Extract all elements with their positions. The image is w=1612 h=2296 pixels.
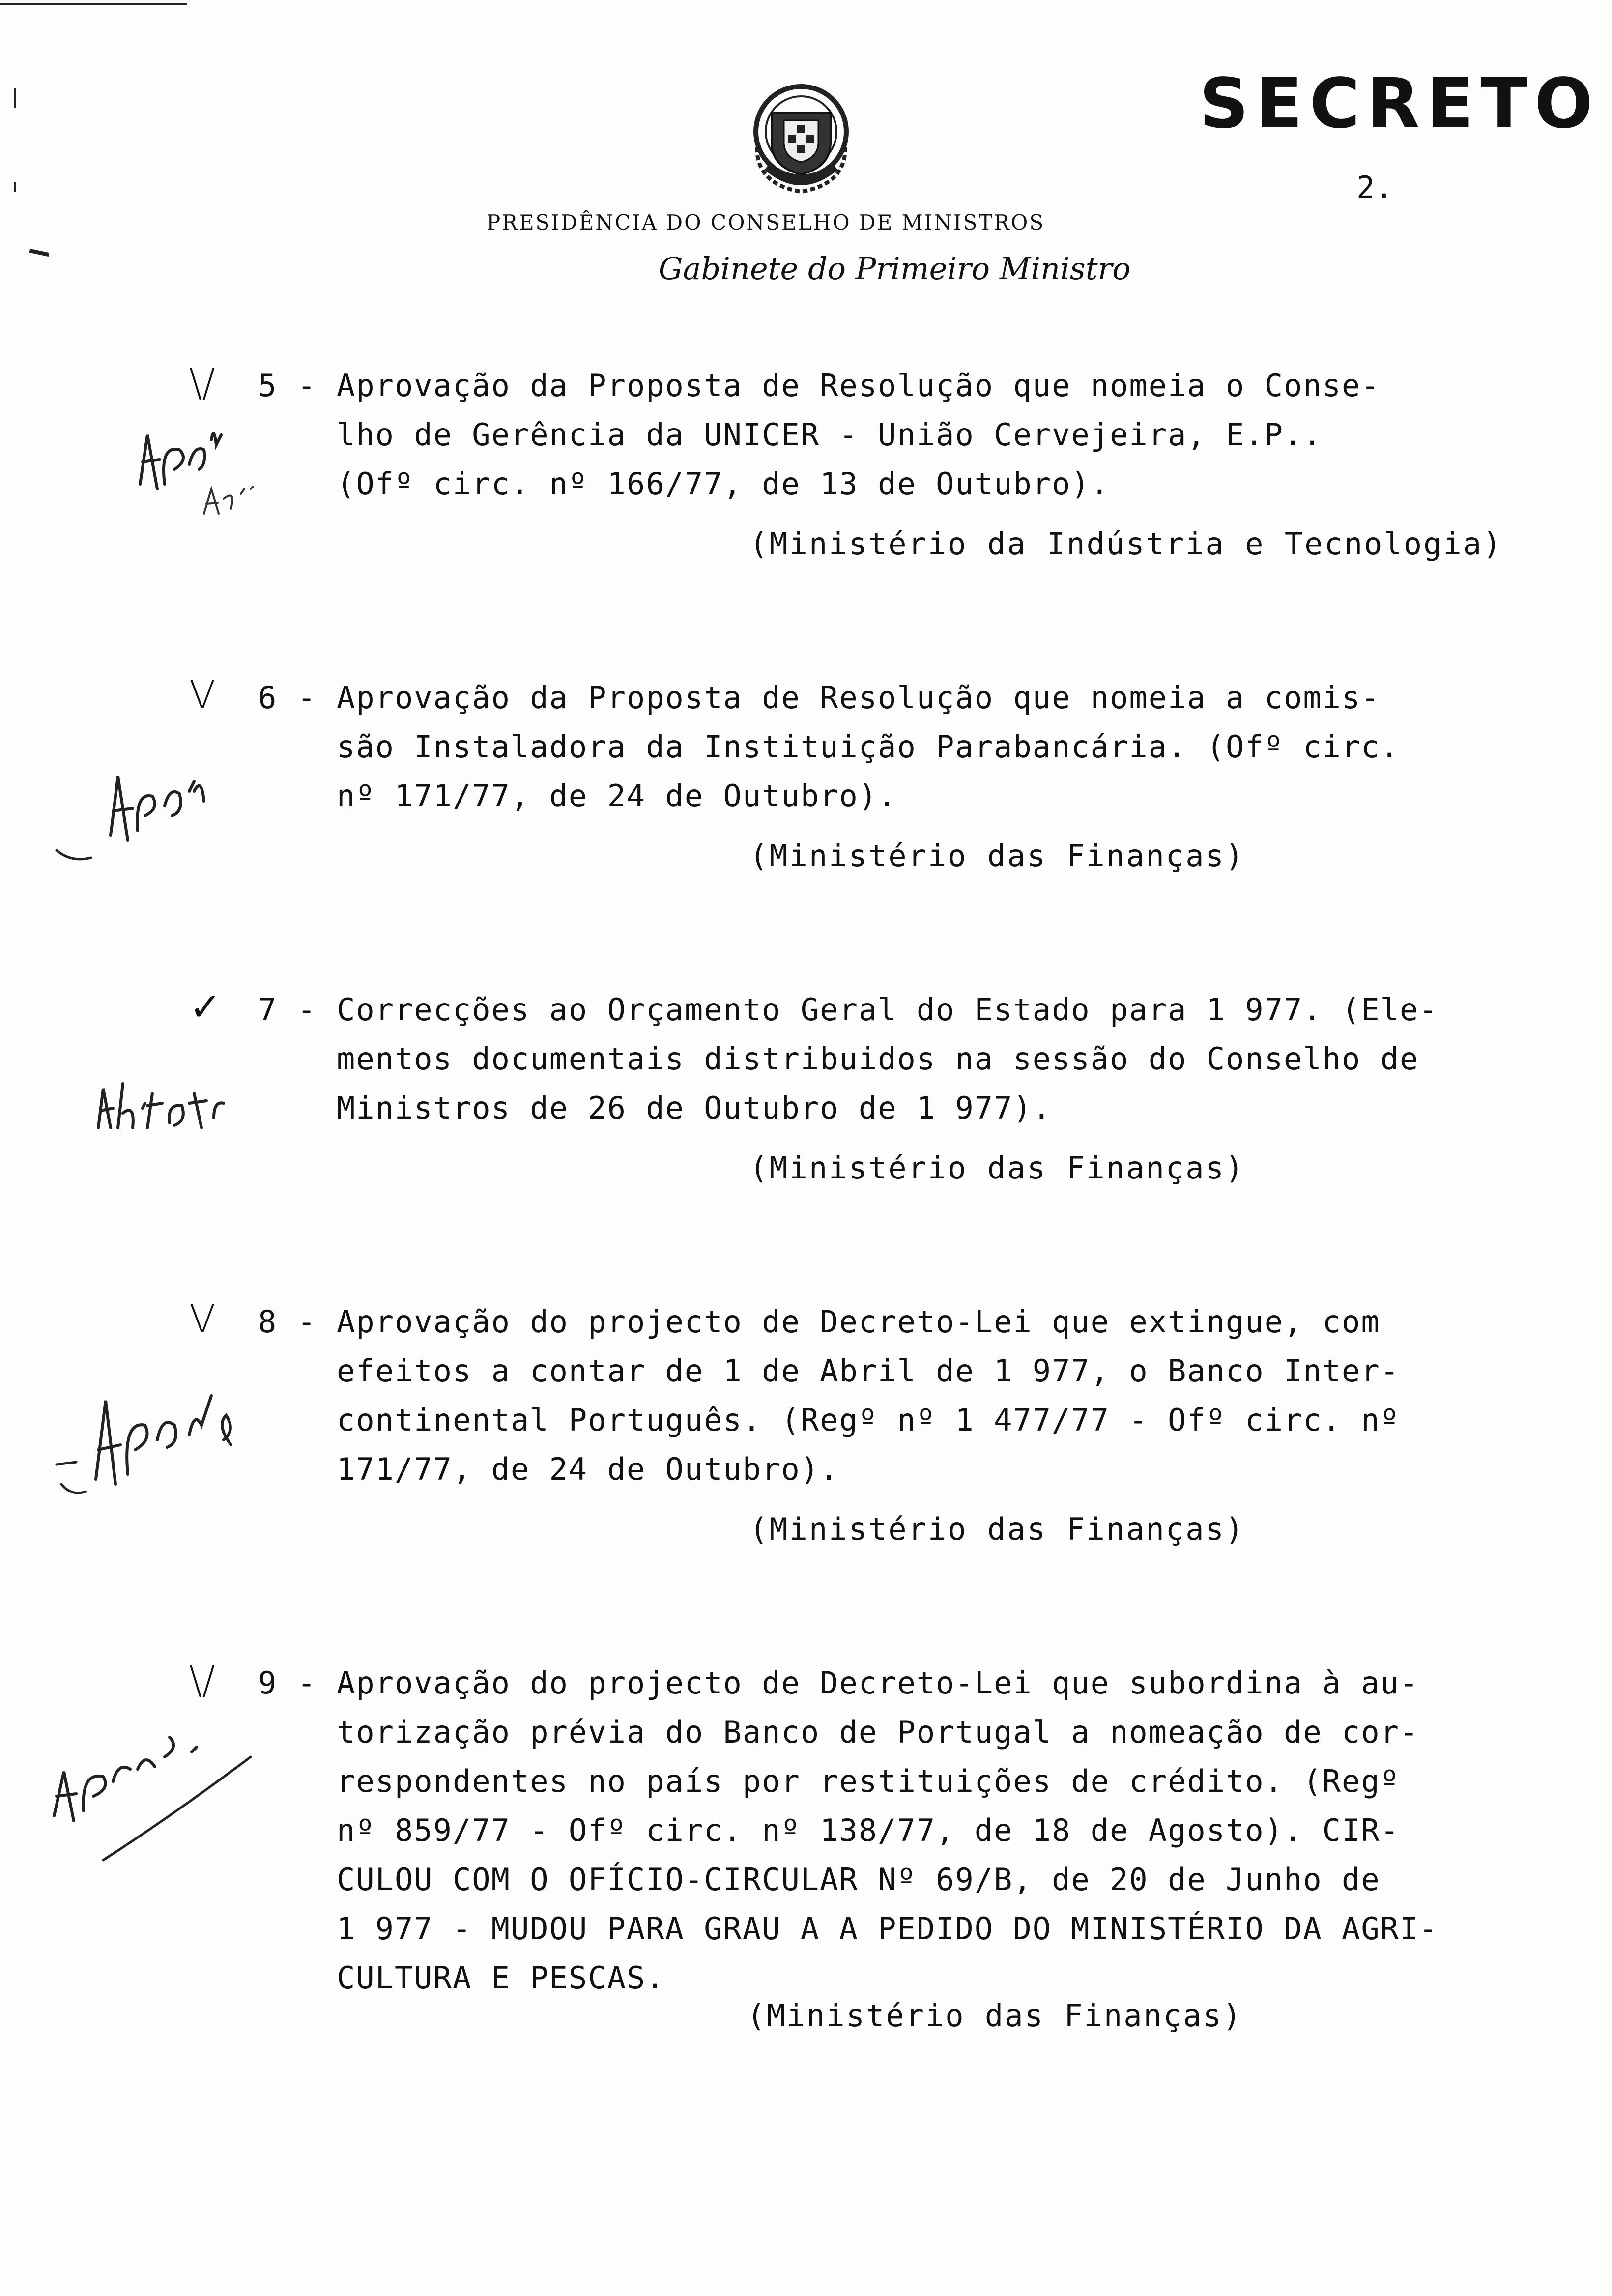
item-dash: -	[297, 680, 316, 716]
item-line: CULTURA E PESCAS.	[337, 1960, 665, 1996]
item-number: 6	[258, 680, 277, 716]
item-number: 8	[258, 1304, 277, 1340]
institution-heading: PRESIDÊNCIA DO CONSELHO DE MINISTROS	[487, 210, 1045, 234]
item-line: CULOU COM O OFÍCIO-CIRCULAR Nº 69/B, de 20 de Junho de	[337, 1862, 1381, 1897]
handwritten-annotation	[47, 1366, 283, 1514]
item-text	[337, 985, 1457, 1133]
item-line: 1 977 - MUDOU PARA GRAU A A PEDIDO DO MINISTÉRIO DA AGRI-	[337, 1911, 1439, 1947]
item-number: 7	[258, 992, 277, 1028]
item-text	[337, 1659, 1457, 2003]
item-line: Ministros de 26 de Outubro de 1 977).	[337, 1090, 1052, 1126]
item-dash: -	[297, 1665, 316, 1701]
office-subheading: Gabinete do Primeiro Ministro	[659, 251, 1131, 287]
handwritten-annotation	[47, 747, 292, 875]
ministry-label: (Ministério das Finanças)	[749, 838, 1245, 874]
item-line: Aprovação da Proposta de Resolução que nomeia a comis-	[337, 680, 1381, 716]
item-text	[337, 1297, 1457, 1494]
item-line: continental Português. (Regº nº 1 477/77 - Ofº circ. nº	[337, 1402, 1400, 1438]
item-line: Aprovação do projecto de Decreto-Lei que extingue, com	[337, 1304, 1381, 1340]
scan-artifact-left-2	[14, 88, 16, 108]
item-line: respondentes no país por restituições de crédito. (Regº	[337, 1763, 1400, 1799]
item-text	[337, 673, 1457, 821]
handwritten-annotation	[88, 1054, 265, 1143]
portuguese-coat-of-arms-icon	[737, 74, 865, 201]
item-line: são Instaladora da Instituição Parabancária. (Ofº circ.	[337, 729, 1400, 765]
item-line: Correcções ao Orçamento Geral do Estado para 1 977. (Ele-	[337, 992, 1439, 1028]
handwritten-annotation	[130, 415, 278, 543]
check-mark: V	[189, 1297, 216, 1342]
scan-artifact-left-1	[29, 249, 50, 257]
handwritten-annotation	[44, 1698, 270, 1865]
page-number: 2.	[1356, 170, 1393, 205]
item-number: 9	[258, 1665, 277, 1701]
item-line: (Ofº circ. nº 166/77, de 13 de Outubro).	[337, 466, 1110, 502]
item-text	[337, 361, 1457, 509]
item-line: 171/77, de 24 de Outubro).	[337, 1451, 839, 1487]
item-number: 5	[258, 368, 277, 403]
item-line: nº 859/77 - Ofº circ. nº 138/77, de 18 de Agosto). CIR-	[337, 1812, 1400, 1848]
item-line: mentos documentais distribuidos na sessão do Conselho de	[337, 1041, 1419, 1077]
check-mark: ✓	[189, 985, 222, 1030]
item-line: Aprovação da Proposta de Resolução que nomeia o Conse-	[337, 368, 1381, 403]
check-mark: V	[189, 673, 216, 718]
scan-artifact-left-3	[14, 182, 16, 192]
item-line: lho de Gerência da UNICER - União Cervejeira, E.P..	[337, 417, 1323, 453]
item-dash: -	[297, 992, 316, 1028]
check-mark: \/	[189, 361, 215, 405]
item-dash: -	[297, 368, 316, 403]
item-line: Aprovação do projecto de Decreto-Lei que subordina à au-	[337, 1665, 1419, 1701]
ministry-label: (Ministério da Indústria e Tecnologia)	[749, 526, 1503, 562]
item-line: torização prévia do Banco de Portugal a nomeação de cor-	[337, 1714, 1419, 1750]
ministry-label: (Ministério das Finanças)	[749, 1150, 1245, 1186]
item-dash: -	[297, 1304, 316, 1340]
ministry-label: (Ministério das Finanças)	[749, 1511, 1245, 1547]
ministry-label: (Ministério das Finanças)	[747, 1998, 1243, 2034]
scan-artifact-top	[0, 3, 187, 5]
check-mark: \/	[189, 1659, 215, 1703]
classification-stamp: SECRETO	[1199, 64, 1600, 144]
item-line: nº 171/77, de 24 de Outubro).	[337, 778, 897, 814]
item-line: efeitos a contar de 1 de Abril de 1 977, o Banco Inter-	[337, 1353, 1400, 1389]
